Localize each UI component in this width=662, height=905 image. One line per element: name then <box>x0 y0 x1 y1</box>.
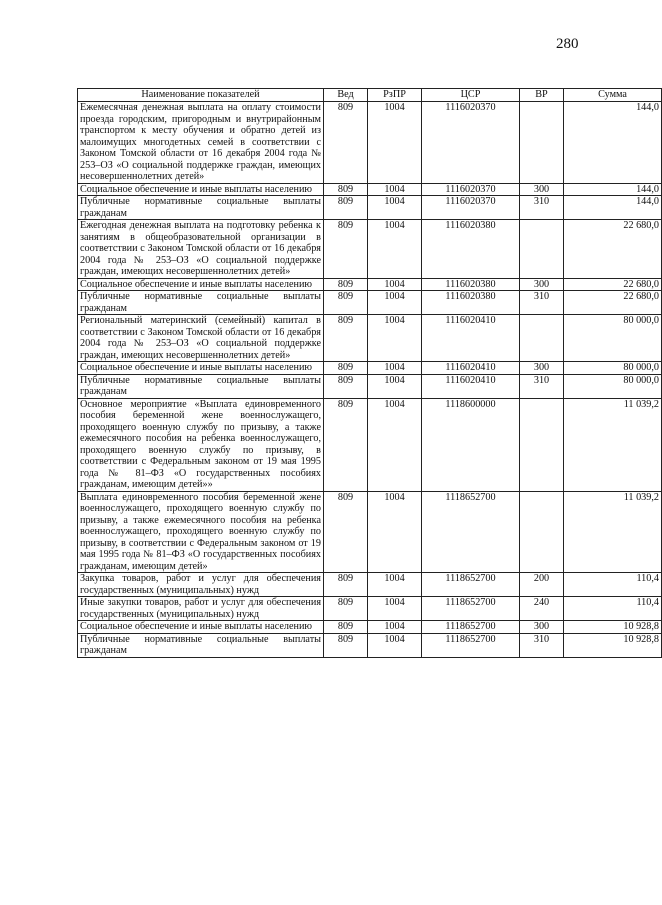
cell-sum: 11 039,2 <box>564 398 662 491</box>
cell-sum: 10 928,8 <box>564 621 662 634</box>
cell-ved: 809 <box>324 573 368 597</box>
cell-rzpr: 1004 <box>368 633 422 657</box>
cell-rzpr: 1004 <box>368 291 422 315</box>
cell-ved: 809 <box>324 291 368 315</box>
cell-name: Ежемесячная денежная выплата на оплату стоимости проезда городским, пригородным и внутрирайонным транспортом к месту обучения и обратно детей из малоимущих многодетных семей в соответствии с Законом Томской области от 16 декабря 2004 года № 253–ОЗ «О социальной поддержке граждан, имеющих несовершеннолетних детей» <box>78 102 324 184</box>
cell-ved: 809 <box>324 220 368 279</box>
table-row <box>78 491 662 573</box>
cell-csr: 1118652700 <box>422 491 520 573</box>
cell-vr: 300 <box>520 362 564 375</box>
cell-rzpr: 1004 <box>368 491 422 573</box>
cell-sum: 11 039,2 <box>564 491 662 573</box>
header-rzpr: РзПР <box>368 89 422 102</box>
cell-name: Социальное обеспечение и иные выплаты населению <box>78 278 324 291</box>
cell-sum: 80 000,0 <box>564 315 662 362</box>
cell-sum: 144,0 <box>564 196 662 220</box>
cell-csr: 1118652700 <box>422 573 520 597</box>
cell-ved: 809 <box>324 278 368 291</box>
page-number: 280 <box>556 36 579 52</box>
cell-vr <box>520 315 564 362</box>
cell-csr: 1118652700 <box>422 597 520 621</box>
cell-vr: 310 <box>520 374 564 398</box>
cell-rzpr: 1004 <box>368 183 422 196</box>
cell-rzpr: 1004 <box>368 573 422 597</box>
cell-ved: 809 <box>324 196 368 220</box>
cell-csr: 1118652700 <box>422 621 520 634</box>
cell-csr: 1116020410 <box>422 374 520 398</box>
cell-vr: 310 <box>520 196 564 220</box>
cell-ved: 809 <box>324 183 368 196</box>
cell-csr: 1116020380 <box>422 220 520 279</box>
cell-csr: 1116020380 <box>422 278 520 291</box>
cell-rzpr: 1004 <box>368 278 422 291</box>
cell-vr: 300 <box>520 183 564 196</box>
table-row <box>78 597 662 621</box>
cell-ved: 809 <box>324 315 368 362</box>
cell-rzpr: 1004 <box>368 374 422 398</box>
cell-name: Региональный материнский (семейный) капитал в соответствии с Законом Томской области от 16 декабря 2004 года № 253–ОЗ «О социальной поддержке граждан, имеющих несовершеннолетних детей» <box>78 315 324 362</box>
cell-name: Социальное обеспечение и иные выплаты населению <box>78 183 324 196</box>
cell-name: Социальное обеспечение и иные выплаты населению <box>78 362 324 375</box>
cell-vr <box>520 102 564 184</box>
cell-rzpr: 1004 <box>368 597 422 621</box>
table-body <box>78 102 662 658</box>
cell-rzpr: 1004 <box>368 398 422 491</box>
cell-rzpr: 1004 <box>368 362 422 375</box>
table-row <box>78 278 662 291</box>
header-sum: Сумма <box>564 89 662 102</box>
cell-csr: 1116020370 <box>422 183 520 196</box>
header-vr: ВР <box>520 89 564 102</box>
cell-ved: 809 <box>324 621 368 634</box>
table-row <box>78 183 662 196</box>
cell-vr <box>520 491 564 573</box>
table-row <box>78 196 662 220</box>
cell-csr: 1116020370 <box>422 102 520 184</box>
cell-name: Закупка товаров, работ и услуг для обеспечения государственных (муниципальных) нужд <box>78 573 324 597</box>
cell-rzpr: 1004 <box>368 196 422 220</box>
cell-vr: 310 <box>520 291 564 315</box>
cell-sum: 22 680,0 <box>564 291 662 315</box>
cell-sum: 10 928,8 <box>564 633 662 657</box>
table-row <box>78 291 662 315</box>
table-row <box>78 102 662 184</box>
cell-name: Публичные нормативные социальные выплаты гражданам <box>78 374 324 398</box>
cell-rzpr: 1004 <box>368 102 422 184</box>
cell-sum: 144,0 <box>564 183 662 196</box>
cell-ved: 809 <box>324 633 368 657</box>
cell-name: Основное мероприятие «Выплата единовременного пособия беременной жене военнослужащего, проходящего военную службу по призыву, а также ежемесячного пособия на ребенка военнослужащего, проходящего военную службу по призыву, в соответствии с Федеральным законом от 19 мая 1995 года № 81–ФЗ «О государственных пособиях гражданам, имеющим детей»» <box>78 398 324 491</box>
cell-name: Социальное обеспечение и иные выплаты населению <box>78 621 324 634</box>
cell-csr: 1118652700 <box>422 633 520 657</box>
table-row <box>78 573 662 597</box>
cell-sum: 22 680,0 <box>564 278 662 291</box>
header-name: Наименование показателей <box>78 89 324 102</box>
cell-csr: 1116020410 <box>422 315 520 362</box>
cell-vr <box>520 220 564 279</box>
cell-vr: 240 <box>520 597 564 621</box>
table-row <box>78 362 662 375</box>
cell-vr: 310 <box>520 633 564 657</box>
table-row <box>78 315 662 362</box>
cell-rzpr: 1004 <box>368 621 422 634</box>
cell-ved: 809 <box>324 374 368 398</box>
cell-vr <box>520 398 564 491</box>
cell-name: Публичные нормативные социальные выплаты гражданам <box>78 633 324 657</box>
header-csr: ЦСР <box>422 89 520 102</box>
cell-sum: 80 000,0 <box>564 374 662 398</box>
cell-sum: 110,4 <box>564 597 662 621</box>
table-row <box>78 374 662 398</box>
cell-rzpr: 1004 <box>368 315 422 362</box>
cell-name: Иные закупки товаров, работ и услуг для обеспечения государственных (муниципальных) нужд <box>78 597 324 621</box>
cell-ved: 809 <box>324 597 368 621</box>
table-row <box>78 220 662 279</box>
cell-sum: 80 000,0 <box>564 362 662 375</box>
cell-vr: 300 <box>520 621 564 634</box>
budget-table <box>77 88 662 658</box>
cell-name: Выплата единовременного пособия беременной жене военнослужащего, проходящего военную службу по призыву, а также ежемесячного пособия на ребенка военнослужащего, проходящего военную службу по призыву, в соответствии с Федеральным законом от 19 мая 1995 года № 81–ФЗ «О государственных пособиях гражданам, имеющим детей» <box>78 491 324 573</box>
cell-csr: 1116020370 <box>422 196 520 220</box>
cell-sum: 110,4 <box>564 573 662 597</box>
table-row <box>78 633 662 657</box>
cell-vr: 300 <box>520 278 564 291</box>
table-row <box>78 398 662 491</box>
cell-sum: 22 680,0 <box>564 220 662 279</box>
header-ved: Вед <box>324 89 368 102</box>
cell-rzpr: 1004 <box>368 220 422 279</box>
cell-name: Публичные нормативные социальные выплаты гражданам <box>78 291 324 315</box>
cell-csr: 1118600000 <box>422 398 520 491</box>
cell-ved: 809 <box>324 362 368 375</box>
cell-ved: 809 <box>324 398 368 491</box>
cell-vr: 200 <box>520 573 564 597</box>
cell-sum: 144,0 <box>564 102 662 184</box>
cell-ved: 809 <box>324 102 368 184</box>
cell-name: Публичные нормативные социальные выплаты гражданам <box>78 196 324 220</box>
table-header-row <box>78 89 662 102</box>
cell-csr: 1116020380 <box>422 291 520 315</box>
table-row <box>78 621 662 634</box>
cell-csr: 1116020410 <box>422 362 520 375</box>
cell-ved: 809 <box>324 491 368 573</box>
cell-name: Ежегодная денежная выплата на подготовку ребенка к занятиям в общеобразовательной организации в соответствии с Законом Томской области от 16 декабря 2004 года № 253–ОЗ «О социальной поддержке граждан, имеющих несовершеннолетних детей» <box>78 220 324 279</box>
